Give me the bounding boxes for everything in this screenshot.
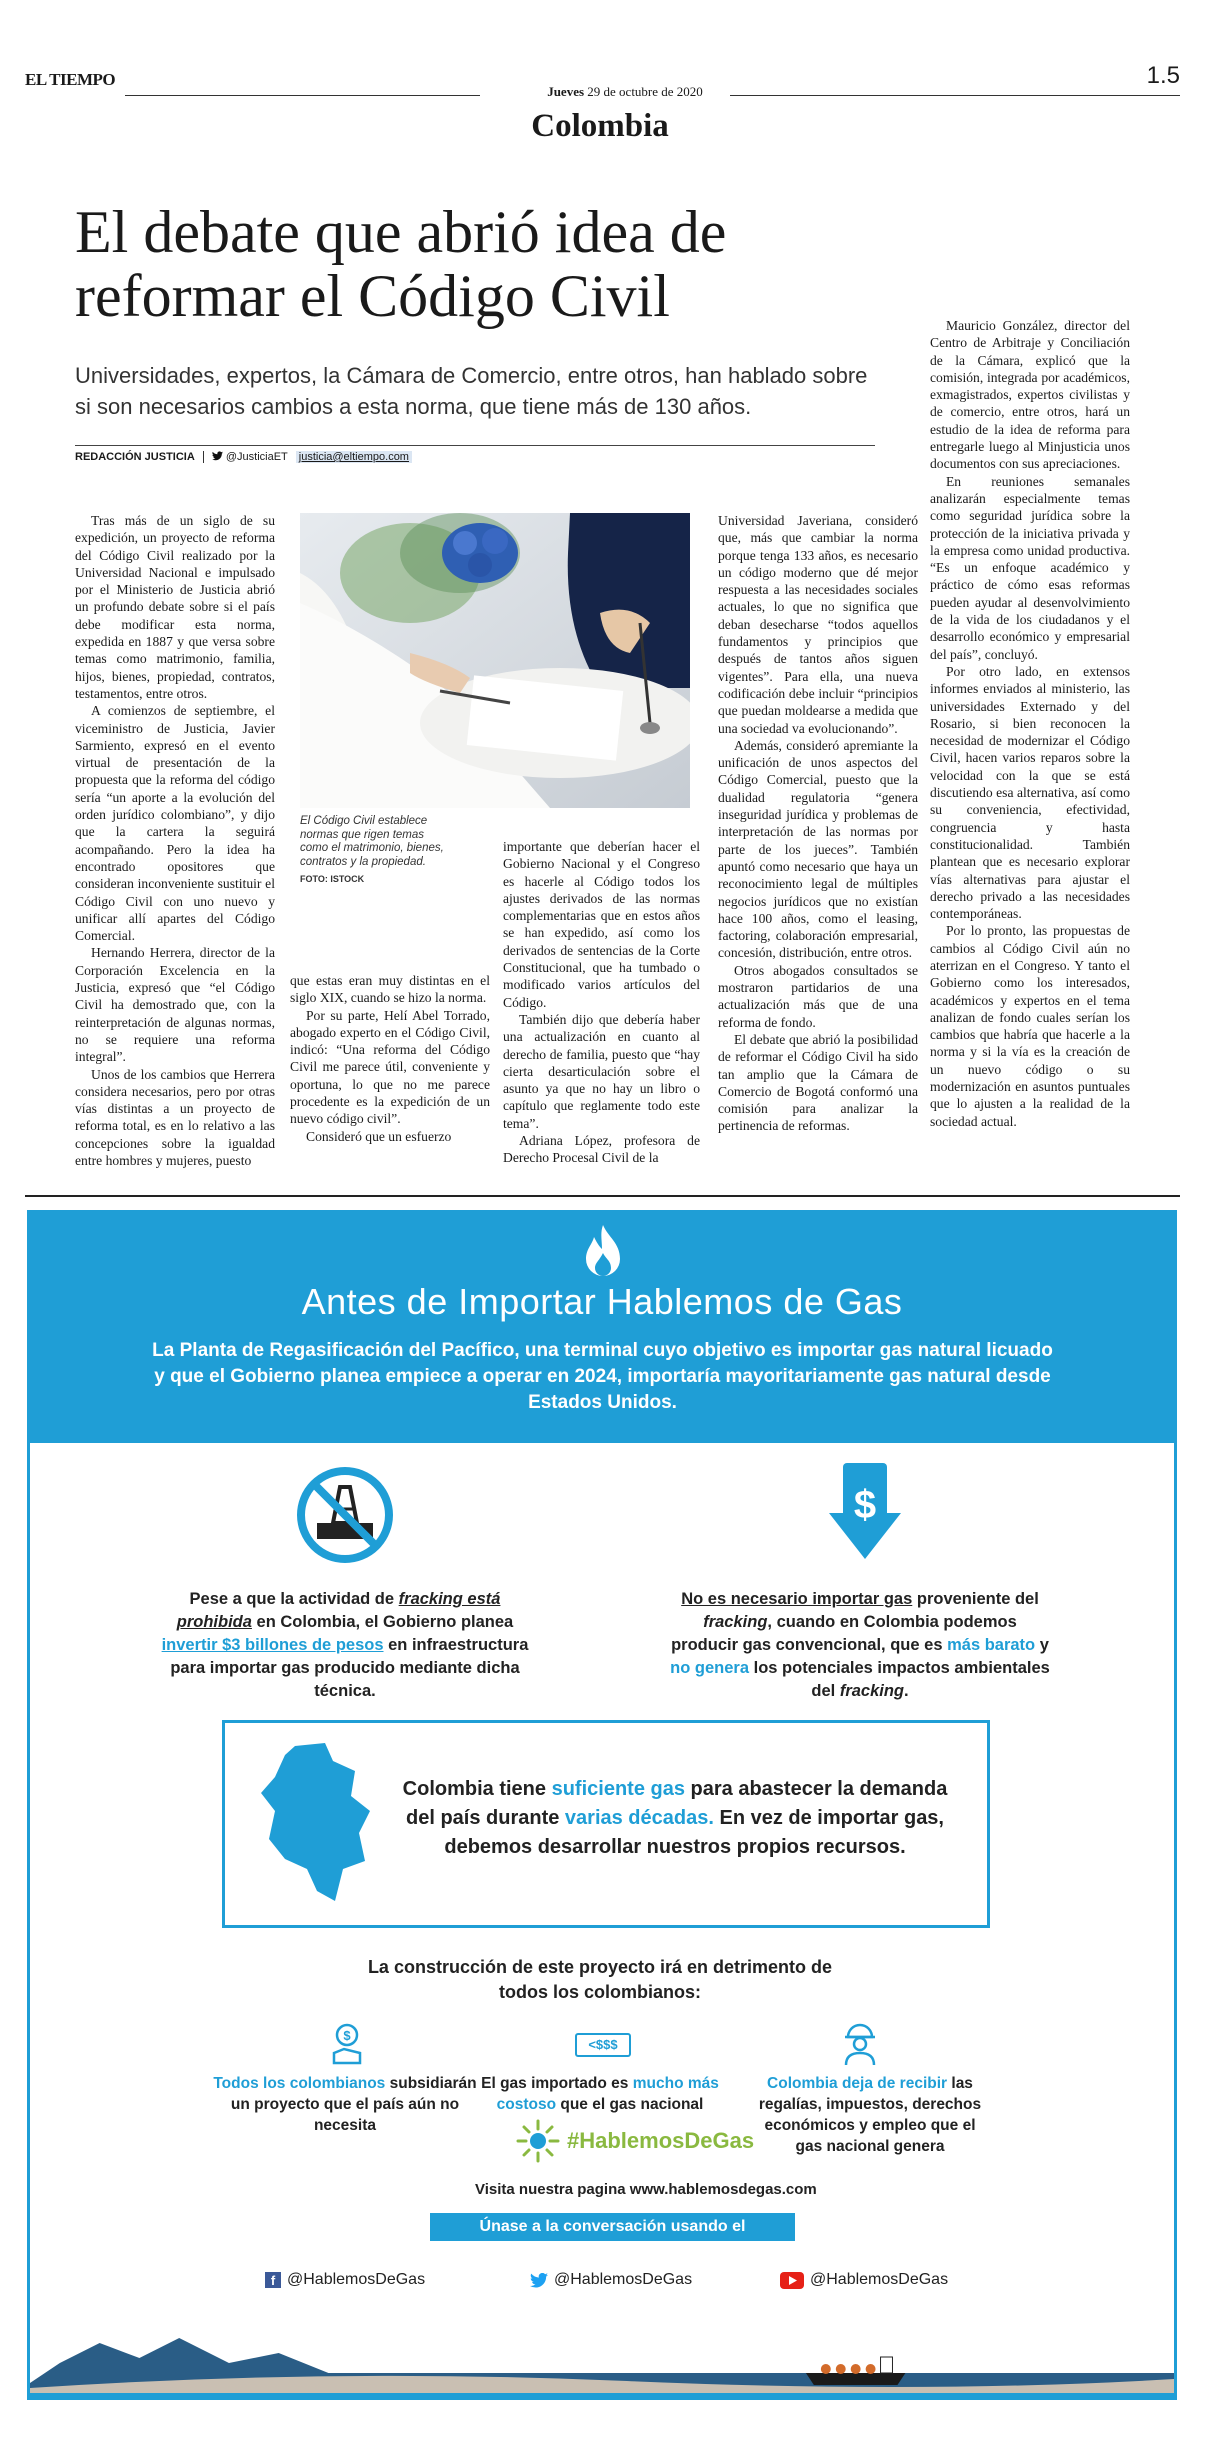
newspaper-logo: EL TIEMPO bbox=[25, 70, 116, 89]
page-number: 1.5 bbox=[1146, 62, 1180, 89]
publication-date bbox=[515, 84, 735, 100]
byline-twitter[interactable] bbox=[212, 451, 288, 463]
dollar-down-arrow-icon bbox=[825, 1463, 905, 1563]
flame-icon bbox=[578, 1223, 628, 1283]
masthead bbox=[25, 62, 1180, 102]
date-day: Jueves bbox=[547, 84, 585, 99]
article-column-2 bbox=[290, 972, 490, 1145]
masthead-rule-right bbox=[730, 95, 1180, 96]
twitter-bird-icon bbox=[530, 2273, 548, 2288]
paragraph: A comienzos de septiembre, el viceministro de Justicia, Javier Sarmiento, expresó en el evento virtual de presentación de la propuesta que la reforma del código sería “un aporte a la evolución del orden jurídico colombiano”, y dijo que la cartera la seguirá acompañando. Pero la idea ha encontrado opositores que consideran inconveniente sustituir el Código Civil con uno nuevo y unificar allí apartes del Código Comercial. bbox=[75, 703, 275, 944]
ad-point-3: Colombia deja de recibir las regalías, impuestos, derechos económicos y empleo que el gas nacional genera bbox=[758, 2075, 982, 2155]
byline-author: REDACCIÓN JUSTICIA bbox=[75, 451, 195, 463]
paragraph: Universidad Javeriana, consideró que, más que cambiar la norma porque tenga 133 años, es necesario un código moderno que dé mejor respuesta a las necesidades sociales actuales, lo que no significa que deban desecharse “todos aquellos fundamentos y principios que después de tantos años siguen vigentes”. Para ella, una nueva codificación debe incluir “principios que puedan moldearse a medida que una sociedad va evolucionando”. bbox=[718, 513, 918, 736]
article-photo bbox=[300, 513, 690, 808]
paragraph: que estas eran muy distintas en el siglo XIX, cuando se hizo la norma. bbox=[290, 973, 490, 1006]
article-headline: El debate que abrió idea de reformar el Código Civil bbox=[75, 199, 727, 329]
facebook-handle: @HablemosDeGas bbox=[287, 2271, 426, 2288]
paragraph: Adriana López, profesora de Derecho Procesal Civil de la bbox=[503, 1133, 700, 1166]
paragraph: Consideró que un esfuerzo bbox=[306, 1128, 452, 1144]
ad-website[interactable]: Visita nuestra pagina www.hablemosdegas.com bbox=[475, 2181, 817, 2198]
byline bbox=[75, 451, 412, 463]
twitter-bird-icon bbox=[212, 451, 223, 461]
social-youtube[interactable] bbox=[780, 2271, 948, 2289]
byline-separator bbox=[203, 451, 204, 463]
paragraph: El debate que abrió la posibilidad de reformar el Código Civil ha sido tan amplio que la Cámara de Comercio de Bogotá conformó una comisión para analizar la pertinencia de reformas. bbox=[718, 1031, 918, 1134]
article-column-5 bbox=[930, 317, 1130, 1130]
ad-cta-banner: Únase a la conversación usando el #HablemosDeGas bbox=[430, 2213, 795, 2241]
colombia-map-icon bbox=[255, 1741, 375, 1906]
date-rest: 29 de octubre de 2020 bbox=[587, 84, 703, 99]
paragraph: Además, consideró apremiante la unificación de unos aspectos del Código Comercial, puesto que la dualidad regulatoria “genera inseguridad jurídica y problemas de interpretación de las normas por parte de los jueces”. También apuntó como necesario que haya un reconocimiento legal de múltiples negocios jurídicos que no existían hace 100 años, como el leasing, factoring, colaboración empresarial, concesión, distribución, entre otros. bbox=[718, 737, 918, 961]
ad-intro: La Planta de Regasificación del Pacífico, una terminal cuyo objetivo es importar gas natural licuado y que el Gobierno planea empiece a operar en 2024, importaría mayoritariamente gas natural desde Estados Unidos. bbox=[152, 1340, 1053, 1413]
youtube-icon bbox=[780, 2272, 804, 2289]
landscape-ship-illustration bbox=[30, 2313, 1174, 2400]
price-tag-icon: <$$$ bbox=[575, 2033, 631, 2057]
worker-icon bbox=[840, 2021, 880, 2067]
ad-box-text: Colombia tiene suficiente gas para abastecer la demanda del país durante varias décadas. En vez de importar gas, debemos desarrollar nuestros propios recursos. bbox=[402, 1778, 948, 1858]
svg-text:$: $ bbox=[853, 1483, 877, 1527]
svg-text:$: $ bbox=[343, 2028, 351, 2043]
hand-money-icon bbox=[330, 2023, 364, 2067]
gas-tanker-ship-icon bbox=[806, 2357, 905, 2385]
paragraph: Hernando Herrera, director de la Corporación Excelencia en la Justicia, expresó que “el Código Civil ha demostrado que, con la reinterpretación de algunas normas, no se requiere una reforma integral”. bbox=[75, 945, 275, 1065]
youtube-handle: @HablemosDeGas bbox=[810, 2271, 949, 2288]
article-column-1 bbox=[75, 512, 275, 1169]
article-subhead: Universidades, expertos, la Cámara de Comercio, entre otros, han hablado sobre si son necesarios cambios a esta norma, que tiene más de 130 años. bbox=[75, 363, 868, 419]
byline-email[interactable]: justicia@eltiempo.com bbox=[296, 451, 412, 463]
paragraph: Mauricio González, director del Centro de Arbitraje y Conciliación de la Cámara, explicó que la comisión, integrada por académicos, exmagistrados, expertos civilistas y de comercio, entre otros, hará un estudio de la idea de reforma para entregarle luego al Minjusticia unos documentos con sus apreciaciones. bbox=[930, 318, 1130, 472]
sun-gas-logo-icon bbox=[515, 2118, 561, 2164]
caption-text: El Código Civil establece normas que rigen temas como el matrimonio, bienes, contratos y la propiedad. bbox=[300, 815, 444, 868]
paragraph: Tras más de un siglo de su expedición, un proyecto de reforma del Código Civil realizado por la Universidad Nacional e impulsado por el Ministerio de Justicia abrió un profundo debate sobre si el país debe modificar esta norma, expedida en 1887 y que versa sobre temas como matrimonio, familia, hijos, bienes, propiedad, contratos, testamentos, entre otros. bbox=[75, 513, 275, 701]
ad-right-text: No es necesario importar gas proveniente del fracking, cuando en Colombia podemos producir gas convencional, que es más barato y no genera los potenciales impactos ambientales del fracking. bbox=[670, 1590, 1050, 1700]
paragraph: Por lo pronto, las propuestas de cambios al Código Civil aún no aterrizan en el Congreso. Y tanto el Gobierno como los interesados, académicos y expertos en el tema analizan de fondo cuales serían los cambios que habría que hacerle a la norma y si la vía es la creación de un nuevo código o su modernización en asuntos puntuales que lo ajusten a la realidad de la sociedad actual. bbox=[930, 923, 1130, 1129]
ad-header-band bbox=[30, 1213, 1174, 1443]
ad-consequence-heading: La construcción de este proyecto irá en detrimento de todos los colombianos: bbox=[367, 1957, 833, 2002]
ad-colombia-box bbox=[222, 1720, 990, 1928]
ad-point-2: El gas importado es mucho más costoso que el gas nacional bbox=[481, 2075, 719, 2113]
social-twitter[interactable] bbox=[530, 2271, 692, 2289]
paragraph: También dijo que debería haber una actualización en cuanto al derecho de familia, puesto que “hay cierta desarticulación sobre el asunto ya que no hay un libro o capítulo que reglamente todo este tema”. bbox=[503, 1011, 700, 1131]
paragraph: Por otro lado, en extensos informes enviados al ministerio, las universidades Externado y del Rosario, si bien reconocen la necesidad de modernizar el Código Civil, hacen varios reparos sobre la velocidad con la que se está discutiendo esa alternativa, así como su conveniencia, efectividad, congruencia y hasta constitucionalidad. También plantean que es necesario explorar vías alternativas para ajustar el derecho privado a las necesidades contemporáneas. bbox=[930, 663, 1130, 922]
paragraph: Unos de los cambios que Herrera considera necesarios, pero por otras vías distintas a un proyecto de reforma total, es en lo relativo a las concepciones sobre la igualdad entre hombres y mujeres, puesto bbox=[75, 1066, 275, 1168]
ad-hashtag: #HablemosDeGas bbox=[567, 2128, 755, 2153]
ad-left-text: Pese a que la actividad de fracking está prohibida en Colombia, el Gobierno planea invertir $3 billones de pesos en infraestructura para importar gas producido mediante dicha técnica. bbox=[161, 1590, 529, 1700]
gas-advertisement bbox=[27, 1210, 1177, 2400]
ad-point-1: Todos los colombianos subsidiarán un proyecto que el país aún no necesita bbox=[213, 2075, 477, 2134]
masthead-rule-left bbox=[125, 95, 480, 96]
byline-rule bbox=[75, 445, 875, 446]
page-divider bbox=[25, 1195, 1180, 1197]
wedding-signing-image bbox=[300, 513, 690, 808]
facebook-icon: f bbox=[265, 2272, 281, 2288]
article-column-4 bbox=[718, 512, 918, 1135]
paragraph: Por su parte, Helí Abel Torrado, abogado experto en el Código Civil, indicó: “Una reforma del Código Civil me parece útil, conveniente y oportuna, lo que no me parece procedente es la expedición de un nuevo código civil”. bbox=[290, 1007, 490, 1127]
section-title: Colombia bbox=[531, 108, 669, 144]
ad-title: Antes de Importar Hablemos de Gas bbox=[301, 1281, 903, 1322]
social-facebook[interactable] bbox=[265, 2271, 425, 2289]
photo-caption bbox=[300, 815, 450, 887]
no-fracking-icon bbox=[295, 1465, 395, 1565]
paragraph: importante que deberían hacer el Gobierno Nacional y el Congreso es hacerle al Código todos los ajustes derivados de las normas complementarias que en estos años se han expedido, así como los derivados de sentencias de la Corte Constitucional, que ha tumbado o modificado varios artículos del Código. bbox=[503, 839, 700, 1010]
byline-twitter-handle: @JusticiaET bbox=[225, 451, 288, 463]
twitter-handle: @HablemosDeGas bbox=[554, 2271, 693, 2288]
photo-credit: FOTO: ISTOCK bbox=[300, 874, 365, 884]
paragraph: Otros abogados consultados se mostraron partidarios de una actualización más que de una reforma de fondo. bbox=[718, 962, 918, 1030]
article-column-3 bbox=[503, 838, 700, 1167]
paragraph: En reuniones semanales analizarán especialmente temas como seguridad jurídica sobre la protección de la iniciativa privada y la empresa como unidad productiva. “Es un enfoque académico y práctico de cómo esas reformas pueden ayudar al desenvolvimiento de la vida de los ciudadanos y el desarrollo económico y empresarial del país”, concluyó. bbox=[930, 473, 1130, 662]
